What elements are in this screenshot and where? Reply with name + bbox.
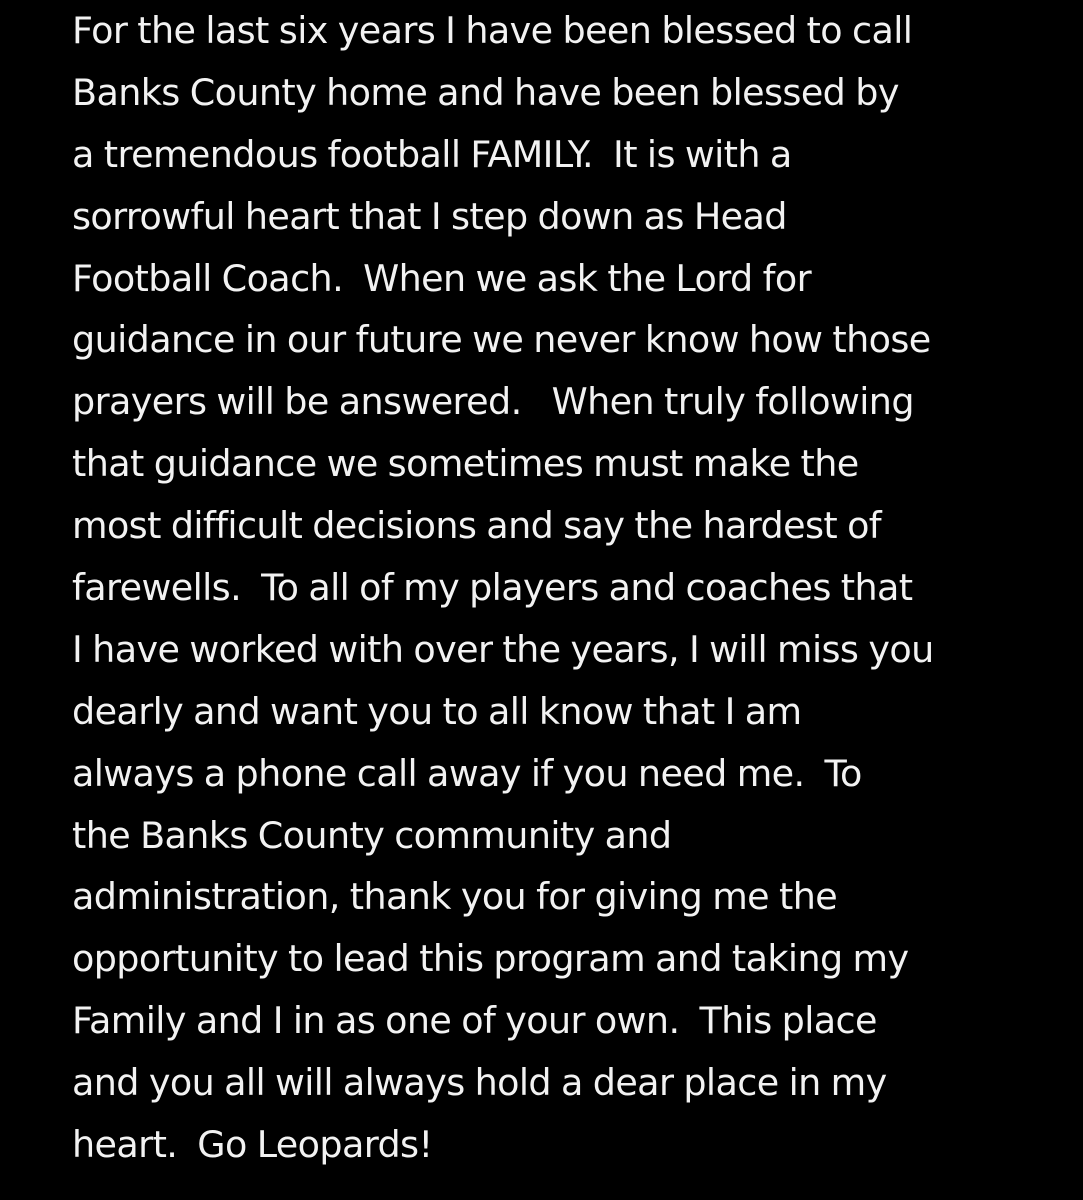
statement-line: For the last six years I have been blessed to call [72, 9, 913, 52]
statement-line: and you all will always hold a dear place in my [72, 1061, 887, 1105]
statement-line: dearly and want you to all know that I am [72, 689, 802, 733]
statement-text [72, 0, 1072, 1176]
statement-line: Family and I in as one of your own. This place [72, 999, 877, 1043]
statement-line: Banks County home and have been blessed by [72, 70, 899, 114]
statement-line: the Banks County community and [72, 813, 672, 857]
statement-line: prayers will be answered. When truly following [72, 380, 914, 424]
statement-line: farewells. To all of my players and coaches that [72, 566, 913, 610]
statement-line: guidance in our future we never know how those [72, 318, 931, 362]
statement-line: a tremendous football FAMILY. It is with a [72, 132, 792, 176]
statement-line: opportunity to lead this program and taking my [72, 937, 909, 981]
statement-line: heart. Go Leopards! [72, 1123, 433, 1167]
statement-line: Football Coach. When we ask the Lord for [72, 256, 811, 300]
statement-line: always a phone call away if you need me. To [72, 751, 862, 795]
statement-line: I have worked with over the years, I will miss you [72, 627, 934, 671]
statement-line: administration, thank you for giving me the [72, 875, 838, 919]
statement-line: sorrowful heart that I step down as Head [72, 194, 787, 238]
statement-line: most difficult decisions and say the hardest of [72, 504, 882, 548]
statement-line: that guidance we sometimes must make the [72, 442, 859, 486]
